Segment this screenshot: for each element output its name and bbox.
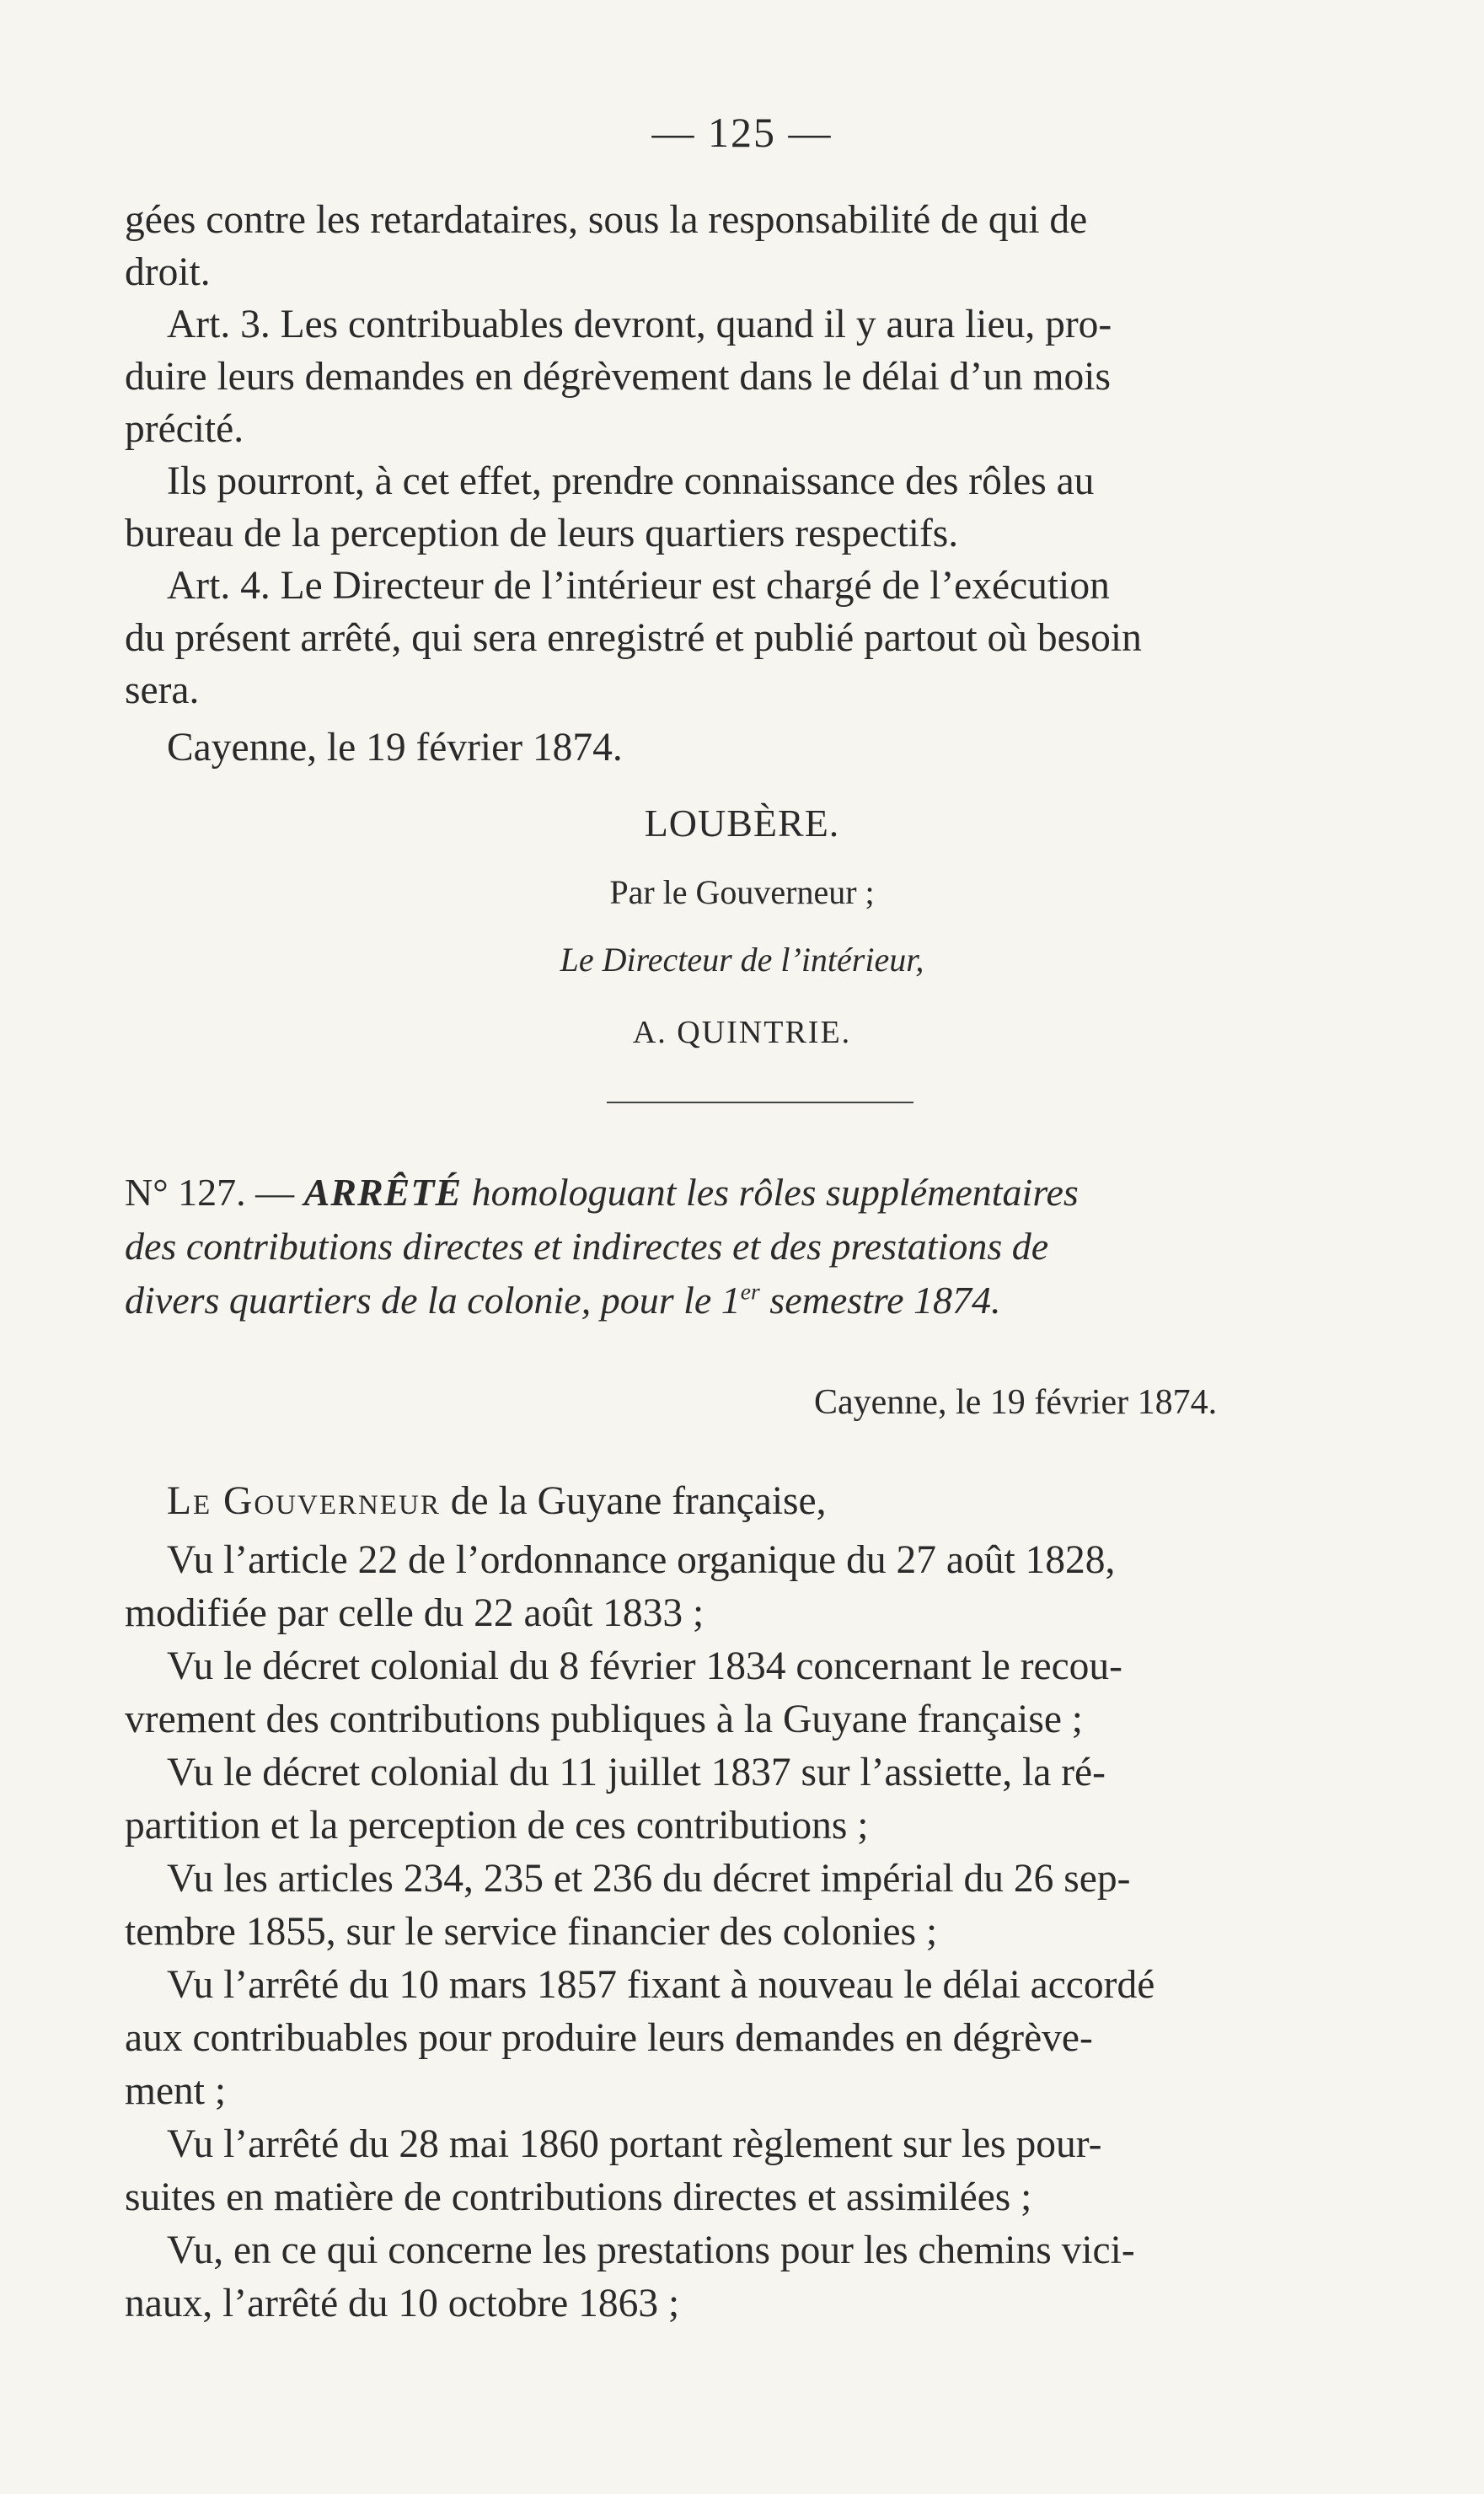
text-line: gées contre les retardataires, sous la responsabilité de qui de	[125, 198, 1088, 242]
vu-line: ment ;	[125, 2069, 227, 2113]
vu-line: Vu le décret colonial du 8 février 1834 concernant le recou-	[167, 1644, 1122, 1688]
date-line-2: Cayenne, le 19 février 1874.	[814, 1383, 1218, 1422]
vu-line: modifiée par celle du 22 août 1833 ;	[125, 1591, 704, 1635]
date-line-1: Cayenne, le 19 février 1874.	[167, 726, 623, 770]
page-number: — 125 —	[651, 109, 833, 156]
vu-line: Vu les articles 234, 235 et 236 du décret impérial du 26 sep-	[167, 1857, 1131, 1901]
decree-title-line-3	[125, 1274, 1397, 1327]
superscript: er	[740, 1278, 760, 1305]
decree-title-line-3a: divers quartiers de la colonie, pour le 1	[125, 1279, 741, 1322]
signature-signer: A. QUINTRIE.	[632, 1015, 852, 1050]
decree-title-line-2: des contributions directes et indirectes et des prestations de	[125, 1225, 1049, 1268]
section-divider	[607, 1102, 913, 1103]
signature-name: LOUBÈRE.	[644, 802, 840, 845]
text-line: Art. 3. Les contribuables devront, quand il y aura lieu, pro-	[167, 303, 1112, 346]
decree-dash: —	[245, 1171, 304, 1214]
governor-title: Le Gouverneur	[167, 1479, 441, 1523]
text-line: du présent arrêté, qui sera enregistré et publié partout où besoin	[125, 616, 1142, 660]
article-text-top	[125, 194, 1397, 716]
text-line: bureau de la perception de leurs quartiers respectifs.	[125, 512, 959, 555]
signature-role: Le Directeur de l’intérieur,	[560, 941, 924, 979]
vu-line: Vu, en ce qui concerne les prestations pour les chemins vici-	[167, 2229, 1135, 2272]
vu-line: partition et la perception de ces contributions ;	[125, 1804, 869, 1848]
decree-number: N° 127.	[125, 1171, 246, 1214]
governor-line	[125, 1475, 1397, 1527]
signature-by: Par le Gouverneur ;	[609, 873, 875, 911]
governor-rest: de la Guyane française,	[440, 1479, 827, 1523]
vu-clauses	[125, 1534, 1397, 2330]
text-line: Ils pourront, à cet effet, prendre connaissance des rôles au	[167, 459, 1095, 503]
vu-line: Vu l’arrêté du 10 mars 1857 fixant à nouveau le délai accordé	[167, 1963, 1155, 2007]
decree-title-rest: homologuant les rôles supplémentaires	[462, 1171, 1079, 1214]
text-line: duire leurs demandes en dégrèvement dans le délai d’un mois	[125, 355, 1111, 399]
text-line: précité.	[125, 407, 244, 451]
decree-title-word: ARRÊTÉ	[303, 1171, 463, 1214]
text-line: droit.	[125, 250, 211, 294]
text-line: Art. 4. Le Directeur de l’intérieur est chargé de l’exécution	[167, 564, 1110, 608]
text-line: sera.	[125, 668, 200, 712]
decree-title-line-3b: semestre 1874.	[759, 1279, 1001, 1322]
vu-line: Vu le décret colonial du 11 juillet 1837 sur l’assiette, la ré-	[167, 1751, 1106, 1794]
vu-line: tembre 1855, sur le service financier des colonies ;	[125, 1910, 938, 1954]
vu-line: naux, l’arrêté du 10 octobre 1863 ;	[125, 2282, 680, 2325]
decree-title-line-1	[125, 1166, 1397, 1220]
vu-line: suites en matière de contributions directes et assimilées ;	[125, 2175, 1032, 2219]
vu-line: Vu l’arrêté du 28 mai 1860 portant règlement sur les pour-	[167, 2122, 1102, 2166]
vu-line: Vu l’article 22 de l’ordonnance organique du 27 août 1828,	[167, 1538, 1116, 1582]
vu-line: aux contribuables pour produire leurs demandes en dégrève-	[125, 2016, 1093, 2060]
decree-title	[125, 1166, 1397, 1327]
vu-line: vrement des contributions publiques à la Guyane française ;	[125, 1698, 1084, 1741]
